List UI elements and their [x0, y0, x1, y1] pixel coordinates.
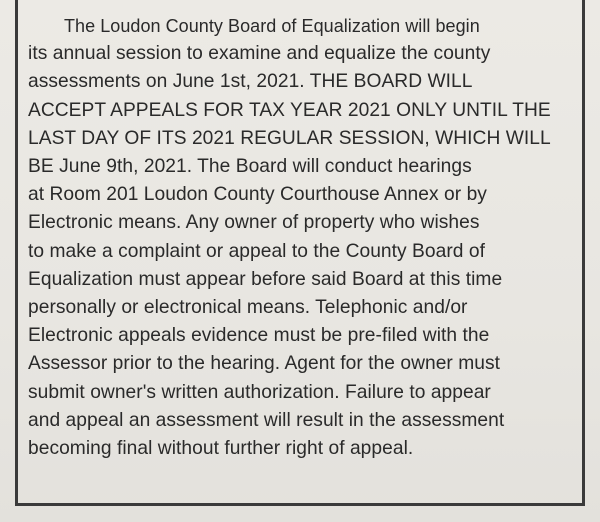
notice-line-2: its annual session to examine and equalize the county: [28, 43, 491, 65]
notice-line-16: becoming final without further right of appeal.: [28, 438, 414, 460]
notice-line-5: LAST DAY OF ITS 2021 REGULAR SESSION, WHICH WILL: [28, 127, 551, 149]
legal-notice-paragraph: [28, 12, 572, 463]
notice-line-7: at Room 201 Loudon County Courthouse Annex or by: [28, 184, 487, 206]
notice-line-14: submit owner's written authorization. Failure to appear: [28, 381, 491, 403]
notice-line-8: Electronic means. Any owner of property who wishes: [28, 212, 480, 234]
legal-notice-box: [15, 0, 585, 506]
notice-line-1: The Loudon County Board of Equalization will begin: [64, 16, 480, 36]
notice-line-3: assessments on June 1st, 2021. THE BOARD WILL: [28, 71, 473, 93]
notice-line-6: BE June 9th, 2021. The Board will conduct hearings: [28, 156, 472, 178]
notice-line-13: Assessor prior to the hearing. Agent for the owner must: [28, 353, 501, 375]
notice-line-4: ACCEPT APPEALS FOR TAX YEAR 2021 ONLY UNTIL THE: [28, 99, 551, 121]
notice-line-15: and appeal an assessment will result in the assessment: [28, 409, 505, 431]
notice-line-10: Equalization must appear before said Board at this time: [28, 268, 503, 290]
notice-line-9: to make a complaint or appeal to the County Board of: [28, 240, 485, 262]
notice-line-11: personally or electronical means. Telephonic and/or: [28, 297, 468, 319]
notice-line-12: Electronic appeals evidence must be pre-filed with the: [28, 325, 490, 347]
